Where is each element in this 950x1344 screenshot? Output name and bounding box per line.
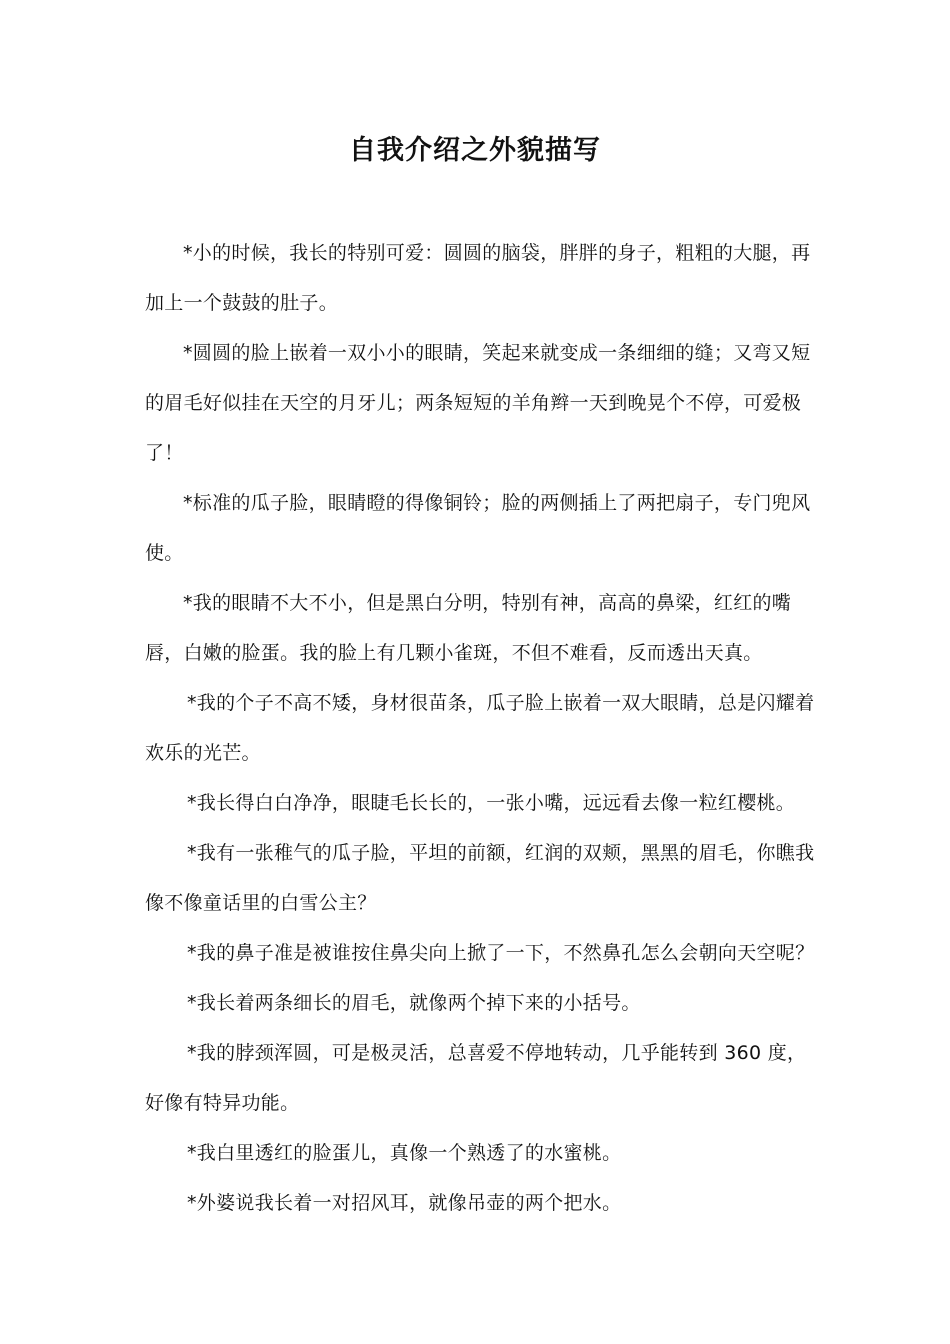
paragraph-2: *圆圆的脸上嵌着一双小小的眼睛，笑起来就变成一条细细的缝；又弯又短的眉毛好似挂在天空的月牙儿；两条短短的羊角辫一天到晚晃个不停，可爱极了！ <box>145 342 811 464</box>
paragraph-9: *我长着两条细长的眉毛，就像两个掉下来的小括号。 <box>187 992 641 1014</box>
paragraph-8: *我的鼻子准是被谁按住鼻尖向上掀了一下，不然鼻孔怎么会朝向天空呢？ <box>187 942 815 964</box>
paragraph-10: *我的脖颈浑圆，可是极灵活，总喜爱不停地转动，几乎能转到 360 度，好像有特异功能。 <box>145 1042 807 1114</box>
paragraph-4: *我的眼睛不大不小，但是黑白分明，特别有神，高高的鼻梁，红红的嘴唇，白嫩的脸蛋。我的脸上有几颗小雀斑，不但不难看，反而透出天真。 <box>145 592 792 664</box>
document-body <box>145 228 815 1228</box>
paragraph-3: *标准的瓜子脸，眼睛瞪的得像铜铃；脸的两侧插上了两把扇子，专门兜风使。 <box>145 492 811 564</box>
paragraph-1: *小的时候，我长的特别可爱：圆圆的脑袋，胖胖的身子，粗粗的大腿，再加上一个鼓鼓的肚子。 <box>145 242 811 314</box>
paragraph-7: *我有一张稚气的瓜子脸，平坦的前额，红润的双颊，黑黑的眉毛，你瞧我像不像童话里的白雪公主？ <box>145 842 815 914</box>
document-title: 自我介绍之外貌描写 <box>349 135 601 166</box>
paragraph-5: *我的个子不高不矮，身材很苗条，瓜子脸上嵌着一双大眼睛，总是闪耀着欢乐的光芒。 <box>145 692 815 764</box>
paragraph-6: *我长得白白净净，眼睫毛长长的，一张小嘴，远远看去像一粒红樱桃。 <box>187 792 796 814</box>
paragraph-11: *我白里透红的脸蛋儿，真像一个熟透了的水蜜桃。 <box>187 1142 622 1164</box>
paragraph-12: *外婆说我长着一对招风耳，就像吊壶的两个把水。 <box>187 1192 622 1214</box>
